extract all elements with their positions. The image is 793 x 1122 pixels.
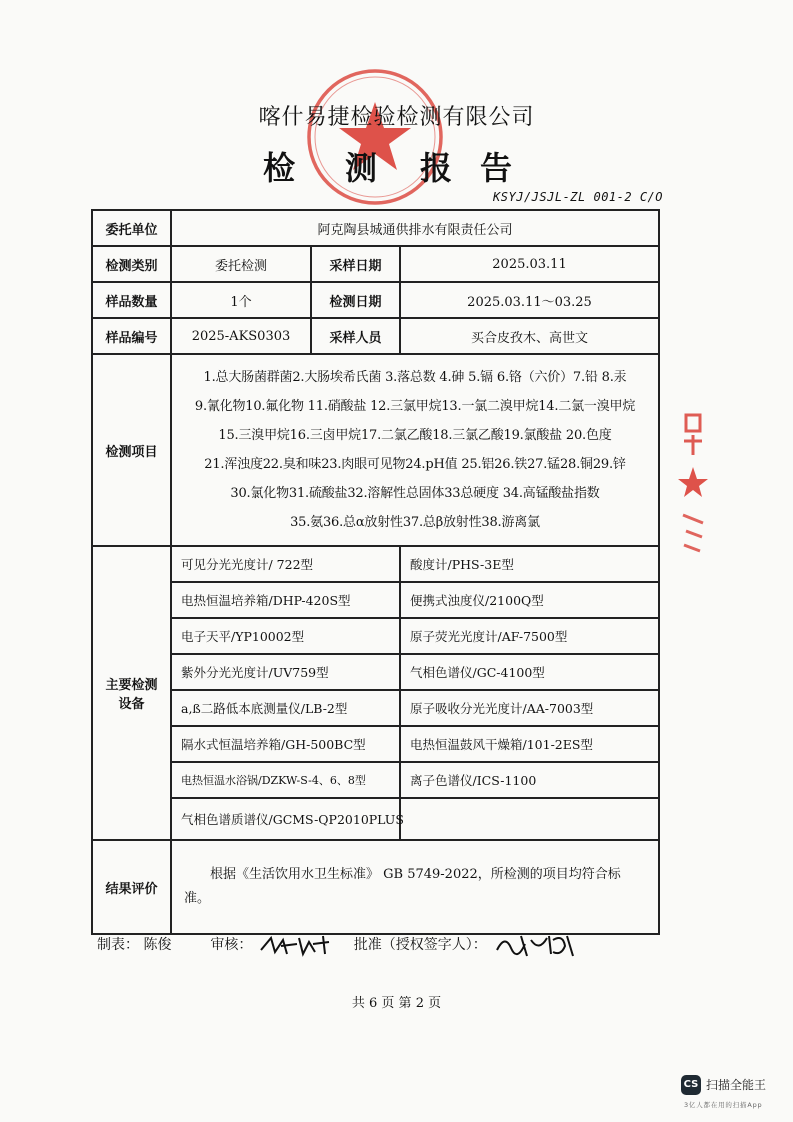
- reviewer-signature: [257, 932, 337, 958]
- report-title-char: 报: [420, 149, 453, 187]
- equipment-label-line: 设备: [118, 697, 145, 712]
- prepared-name: 陈俊: [143, 937, 172, 953]
- equipment-cell: 酸度计/PHS-3E型: [400, 546, 659, 582]
- approve-label: 批准（授权签字人）：: [353, 937, 487, 953]
- test-items-line: 9.氰化物10.氟化物 11.硝酸盐 12.三氯甲烷13.一氯二溴甲烷14.二氯一溴甲烷: [194, 399, 636, 414]
- result-text: 根据《生活饮用水卫生标准》 GB 5749-2022，所检测的项目均符合标准。: [171, 840, 659, 934]
- equipment-cell: 原子吸收分光光度计/AA-7003型: [400, 690, 659, 726]
- test-type-value: 委托检测: [171, 246, 311, 282]
- equipment-cell: 电热恒温水浴锅/DZKW-S-4、6、8型: [171, 762, 400, 798]
- equipment-label: [92, 546, 171, 840]
- test-date-label: 检测日期: [311, 282, 400, 318]
- report-table: [91, 209, 660, 935]
- sample-qty-value: 1个: [171, 282, 311, 318]
- equipment-cell: 可见分光光度计/ 722型: [171, 546, 400, 582]
- equipment-cell: 便携式浊度仪/2100Q型: [400, 582, 659, 618]
- company-seal: [300, 62, 453, 212]
- report-title-char: 测: [345, 149, 378, 187]
- test-items-line: 30.氯化物31.硫酸盐32.溶解性总固体33总硬度 34.高锰酸盐指数: [230, 486, 600, 501]
- test-items-list: [171, 354, 659, 546]
- scanner-tagline: 3亿人都在用的扫描App: [684, 1101, 763, 1109]
- sampling-date-value: 2025.03.11: [400, 246, 659, 282]
- equipment-empty-cell: [400, 798, 659, 840]
- report-title-char: 告: [480, 149, 513, 187]
- sampler-value: 买合皮孜木、高世文: [400, 318, 659, 354]
- scanner-name: 扫描全能王: [706, 1078, 767, 1092]
- scanner-badge: [681, 1073, 781, 1111]
- report-title-char: 检: [263, 149, 296, 187]
- review-label: 审核：: [210, 937, 253, 953]
- prepared-label: 制表：: [97, 937, 139, 953]
- test-items-line: 1.总大肠菌群菌2.大肠埃希氏菌 3.落总数 4.砷 5.镉 6.铬（六价）7.铅 8.汞: [203, 370, 627, 385]
- result-label: 结果评价: [92, 840, 171, 934]
- sample-no-value: 2025-AKS0303: [171, 318, 311, 354]
- edge-seal-fragment: [678, 405, 708, 555]
- equipment-cell: 气相色谱仪/GC-4100型: [400, 654, 659, 690]
- equipment-label-line: 主要检测: [105, 678, 158, 693]
- test-date-value: 2025.03.11～03.25: [400, 282, 659, 318]
- test-items-line: 21.浑浊度22.臭和味23.肉眼可见物24.pH值 25.铝26.铁27.锰28.铜29.锌: [204, 457, 626, 472]
- client-value: 阿克陶县城通供排水有限责任公司: [171, 210, 659, 246]
- signature-line: [97, 930, 581, 960]
- approver-signature: [491, 930, 581, 960]
- client-label: 委托单位: [92, 210, 171, 246]
- test-items-label: 检测项目: [92, 354, 171, 546]
- equipment-cell: 气相色谱质谱仪/GCMS-QP2010PLUS: [171, 798, 400, 840]
- test-items-line: 35.氨36.总α放射性37.总β放射性38.游离氯: [290, 515, 540, 530]
- equipment-cell: a,ß二路低本底测量仪/LB-2型: [171, 690, 400, 726]
- equipment-cell: 电热恒温鼓风干燥箱/101-2ES型: [400, 726, 659, 762]
- sample-qty-label: 样品数量: [92, 282, 171, 318]
- sampling-date-label: 采样日期: [311, 246, 400, 282]
- equipment-cell: 离子色谱仪/ICS-1100: [400, 762, 659, 798]
- sample-no-label: 样品编号: [92, 318, 171, 354]
- equipment-cell: 原子荧光光度计/AF-7500型: [400, 618, 659, 654]
- equipment-cell: 电热恒温培养箱/DHP-420S型: [171, 582, 400, 618]
- document-number: KSYJ/JSJL-ZL 001-2 C/O: [493, 190, 663, 204]
- page-counter: 共 6 页 第 2 页: [351, 996, 442, 1011]
- test-type-label: 检测类别: [92, 246, 171, 282]
- scanner-logo: CS: [681, 1075, 701, 1095]
- company-name: 喀什易捷检验检测有限公司: [258, 105, 535, 130]
- equipment-cell: 电子天平/YP10002型: [171, 618, 400, 654]
- test-items-line: 15.三溴甲烷16.三卤甲烷17.二氯乙酸18.三氯乙酸19.氯酸盐 20.色度: [218, 428, 612, 443]
- equipment-cell: 紫外分光光度计/UV759型: [171, 654, 400, 690]
- equipment-cell: 隔水式恒温培养箱/GH-500BC型: [171, 726, 400, 762]
- sampler-label: 采样人员: [311, 318, 400, 354]
